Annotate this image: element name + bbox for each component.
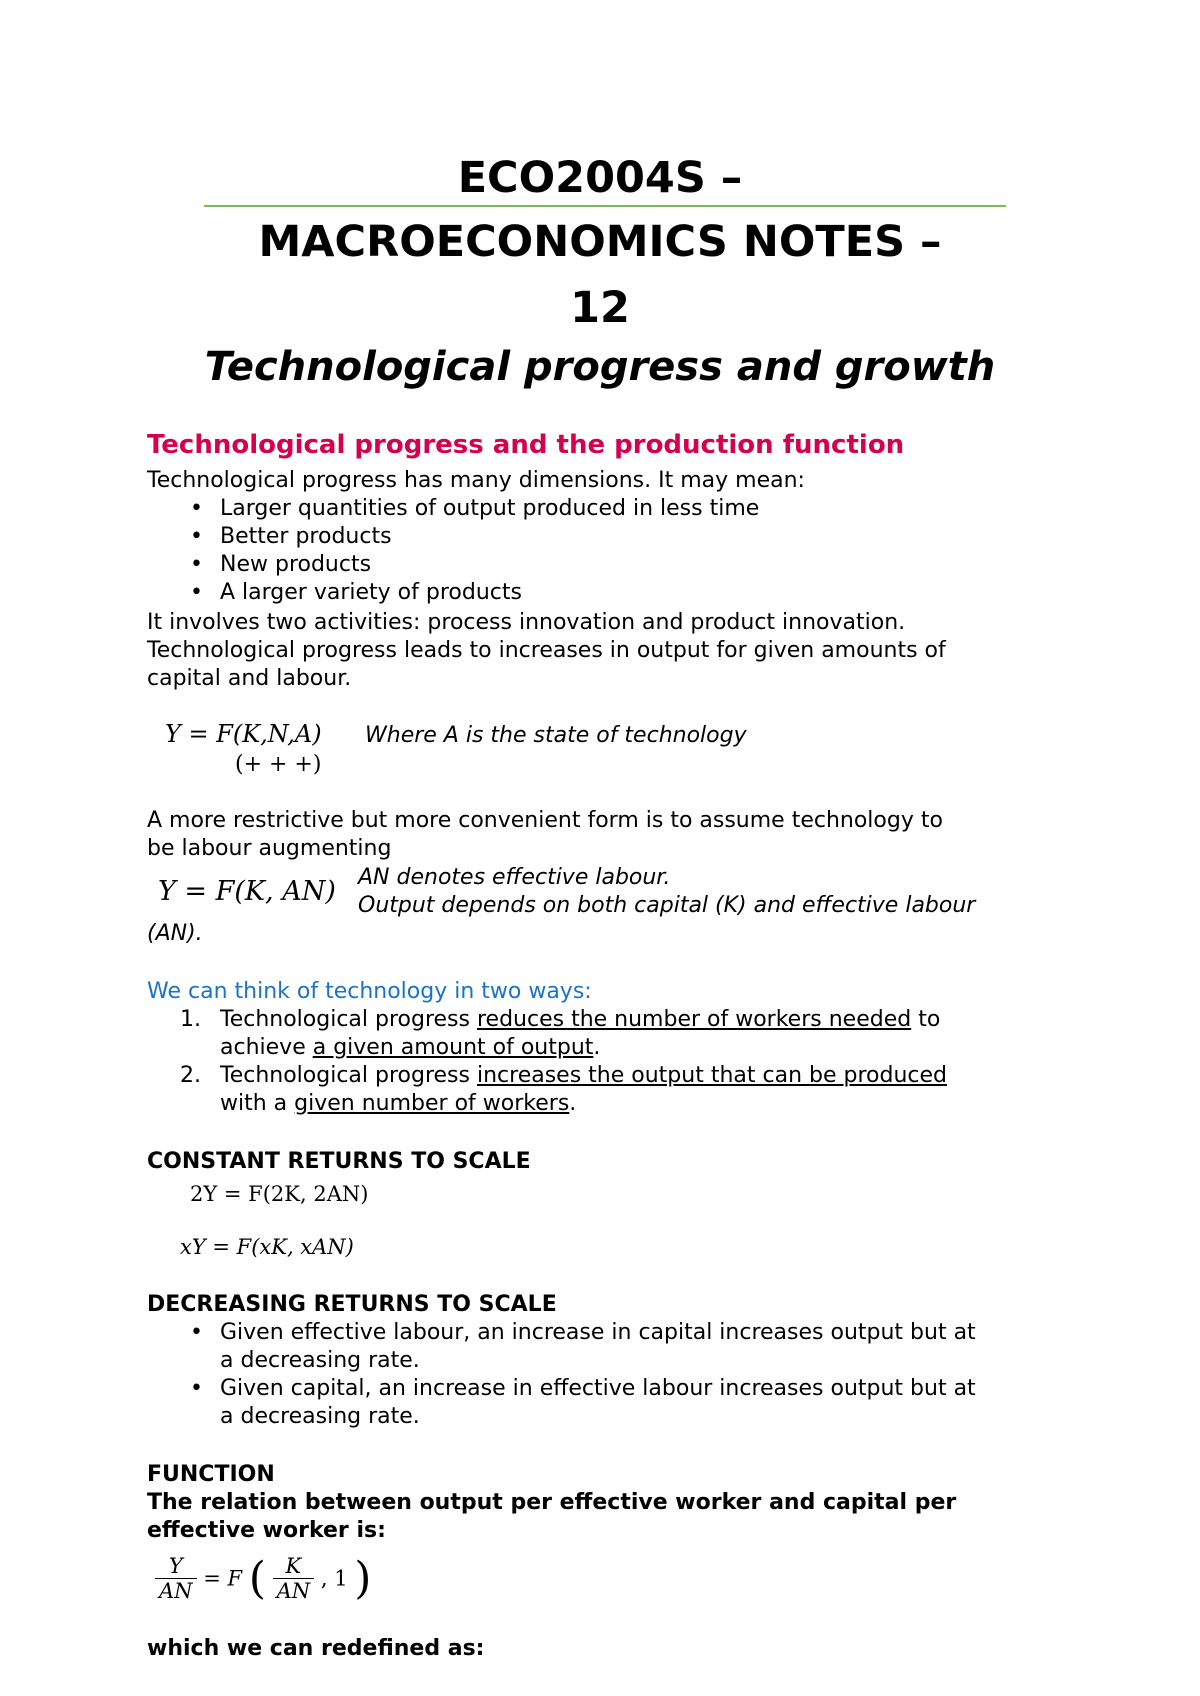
bullet-text: Better products — [220, 524, 392, 549]
equation-note: Where A is the state of technology — [365, 723, 747, 748]
bullet-icon: • — [190, 1320, 203, 1345]
bullet-icon: • — [190, 1376, 203, 1401]
bullet-icon: • — [190, 580, 203, 605]
bullet-text: Larger quantities of output produced in less time — [220, 496, 760, 521]
bullet-icon: • — [190, 552, 203, 577]
intro-text: Technological progress has many dimensions. It may mean: — [147, 468, 805, 493]
paragraph-line: Technological progress leads to increases in output for given amounts of — [147, 638, 946, 663]
item-text: achieve a given amount of output. — [220, 1035, 601, 1060]
sign-annotation: (+ + +) — [235, 752, 322, 777]
item-text: Technological progress increases the output that can be produced — [220, 1063, 947, 1088]
intensive-form-equation: $\frac{Y}{AN}$ = F ( $\frac{K}{AN}$ , 1 ) — [155, 1553, 371, 1604]
equation-note: Output depends on both capital (K) and effective labour — [358, 893, 976, 918]
redefine-text: which we can redefined as: — [147, 1636, 485, 1661]
item-number: 1. — [180, 1007, 201, 1032]
function-heading: FUNCTION — [147, 1462, 275, 1487]
bullet-text: New products — [220, 552, 372, 577]
fraction-output-per-worker: $\frac{Y}{AN}$ — [155, 1554, 197, 1603]
item-number: 2. — [180, 1063, 201, 1088]
ways-heading: We can think of technology in two ways: — [147, 979, 592, 1004]
title-divider — [204, 205, 1006, 207]
bullet-icon: • — [190, 496, 203, 521]
fraction-capital-per-worker: $\frac{K}{AN}$ — [273, 1554, 315, 1603]
title-line-3: 12 — [570, 283, 630, 333]
crs-equation-1: 2Y = F(2K, 2AN) — [190, 1182, 369, 1206]
equation-note: AN denotes effective labour. — [358, 865, 671, 890]
item-text: with a given number of workers. — [220, 1091, 577, 1116]
bullet-text: Given effective labour, an increase in capital increases output but at — [220, 1320, 976, 1345]
paragraph-line: be labour augmenting — [147, 836, 392, 861]
bullet-text: a decreasing rate. — [220, 1348, 420, 1373]
bullet-text: a decreasing rate. — [220, 1404, 420, 1429]
bullet-text: Given capital, an increase in effective labour increases output but at — [220, 1376, 976, 1401]
subtitle: Technological progress and growth — [204, 344, 996, 390]
crs-heading: CONSTANT RETURNS TO SCALE — [147, 1149, 531, 1174]
title-line-2: MACROECONOMICS NOTES – — [258, 217, 942, 267]
function-text-line: The relation between output per effective worker and capital per — [147, 1490, 957, 1515]
drs-heading: DECREASING RETURNS TO SCALE — [147, 1292, 557, 1317]
section-heading: Technological progress and the production function — [147, 430, 905, 460]
production-function-equation: Y = F(K,N,A) — [165, 720, 322, 748]
effective-labour-equation: Y = F(K, AN) — [158, 876, 336, 907]
bullet-icon: • — [190, 524, 203, 549]
crs-equation-2: xY = F(xK, xAN) — [180, 1235, 354, 1259]
bullet-text: A larger variety of products — [220, 580, 522, 605]
paragraph-line: A more restrictive but more convenient form is to assume technology to — [147, 808, 943, 833]
function-text-line: effective worker is: — [147, 1518, 386, 1543]
title-line-1: ECO2004S – — [457, 153, 743, 203]
paragraph-line: It involves two activities: process innovation and product innovation. — [147, 610, 906, 635]
item-text: Technological progress reduces the number of workers needed to — [220, 1007, 941, 1032]
paragraph-line: capital and labour. — [147, 666, 352, 691]
equation-note: (AN). — [147, 921, 203, 946]
